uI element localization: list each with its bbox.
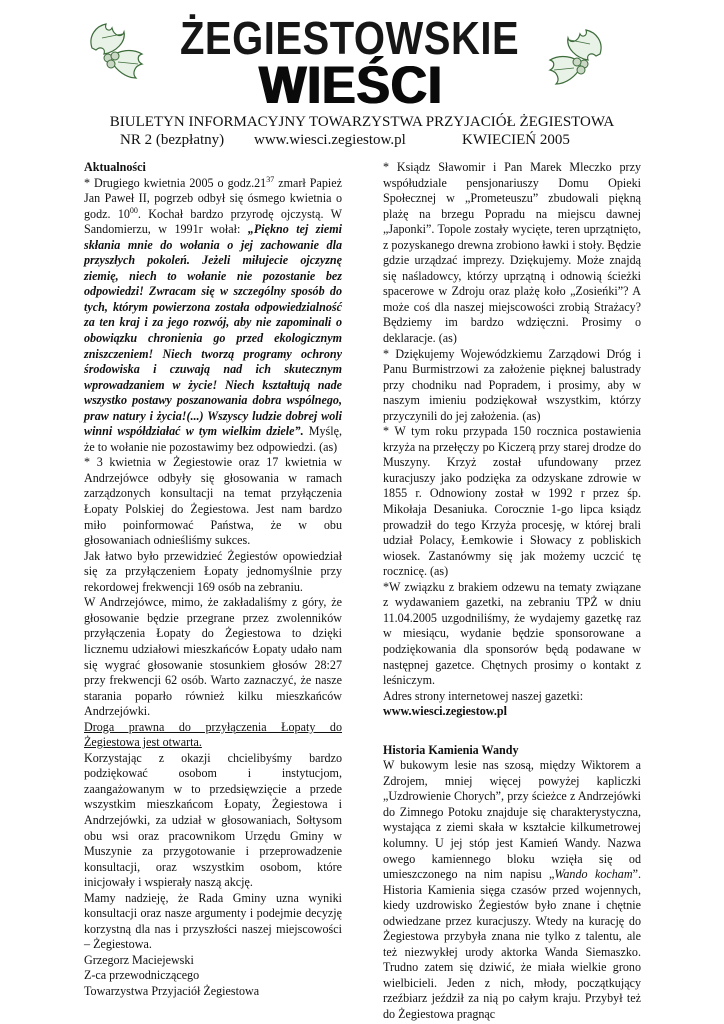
- article-wanda-stone: [383, 758, 641, 1022]
- article-cross: * W tym roku przypada 150 rocznica postawienia krzyża na przełęczy po Kiczerą przy starej drodze do Muszyny. Krzyż został ufundowany przez kuracjuszy jako podzięka za odzyskane zdrowie w 1855 r. Odnowiony został w 1992 r przez śp. Mikołaja Desaniuka. Corocznie 1-go lipca ksiądz prowadził do tego Krzyża procesję, w której brali udział Polacy, Łemkowie i Słowacy z pobliskich wiosek. Zastanówmy się jak możemy uczcić tę rocznicę. (as): [383, 424, 641, 579]
- issue-number: NR 2 (bezpłatny): [120, 132, 225, 148]
- inscription-text: Wando kocham: [554, 867, 633, 882]
- article-newsletter: *W związku z brakiem odzewu na tematy związane z wydawaniem gazetki, na zebraniu TPŻ w dniu 11.04.2005 uzgodniliśmy, że wydajemy gazetkę raz w miesiącu, wydanie będzie sponsorowane a podziękowania dla sponsorów będą podawane w następnej gazetce. Chętnych prosimy o kontakt z leśniczym.: [383, 579, 641, 688]
- section-heading-history: Historia Kamienia Wandy: [383, 742, 519, 757]
- spacer: [383, 720, 641, 743]
- article-hope: Mamy nadzieję, że Rada Gminy uzna wyniki konsultacji oraz nasze argumenty i podejmie decyzję korzystną dla nas i przyszłości naszej miejscowości – Żegiestowa.: [84, 890, 342, 952]
- issue-date: KWIECIEŃ 2005: [462, 132, 570, 148]
- legal-path-note: Droga prawna do przyłączenia Łopaty do Żegiestowa jest otwarta.: [84, 719, 342, 750]
- left-column: [84, 160, 342, 1000]
- signature-name: Grzegorz Maciejewski: [84, 952, 194, 967]
- article-pope-text-c: . Kochał bardzo przyrodę ojczystą. W Sandomierzu, w 1991r wołał:: [84, 206, 342, 237]
- article-pope-text-b: zmarł Papież Jan Paweł II, pogrzeb odbył się ósmego kwietnia o godz. 10: [84, 175, 342, 221]
- masthead-title-top: ŻEGIESTOWSKIE: [180, 13, 520, 65]
- masthead: [0, 0, 724, 115]
- section-heading-news: Aktualności: [84, 160, 146, 174]
- holly-icon: [540, 14, 610, 90]
- article-vote-andrzejowka: W Andrzejówce, mimo, że zakładaliśmy z góry, że głosowanie będzie przegrane przez zwolenników przyłączenia Łopaty do Żegiestowa to dzięki licznemu udziałowi mieszkańców Łopaty udało nam się wygrać głosowanie stosunkiem głosów 28:27 przy frekwencji 62 osób. Warto zaznaczyć, że nasze starania poparło również kilku mieszkańców Andrzejówki.: [84, 595, 342, 719]
- pope-quote: „Piękno tej ziemi skłania mnie do wołania o jej zachowanie dla przyszłych pokoleń. Jeżeli miłujecie ojczyznę ziemię, niech to wołanie nie pozostanie bez odpowiedzi! Zwracam się w szczególny sposób do tych, którym powierzona została odpowiedzialność za ten kraj i za jego rozwój, aby nie zapominali o obowiązku chronienia go przed ekologicznym zniszczeniem! Niech tworzą programy ochrony środowiska i czuwają nad ich skutecznym wprowadzaniem w życie! Niech kształtują nade wszystko postawy poszanowania dobra wspólnego, praw natury i życia!(...) Wszyscy ludzie dobrej woli winni współdziałać w tym wielkim dziele”.: [84, 222, 342, 439]
- website-link[interactable]: www.wiesci.zegiestow.pl: [254, 132, 406, 148]
- article-wanda-text-a: W bukowym lesie nas szosą, między Wiktorem a Zdrojem, mniej więcej powyżej kapliczki „Uzdrowienie Chorych”, przy ścieżce z Andrzejówki do Zimnego Potoku znajduje się charakterystyczna, wystająca z ziemi skała w kształcie kilkumetrowej kolumny. U jej stóp jest Kamień Wandy. Nazwa owego kamiennego bloku wzięła się od umieszczonego na nim napisu „: [383, 758, 641, 882]
- right-column: [383, 160, 641, 1023]
- article-balustrade: * Dziękujemy Wojewódzkiemu Zarządowi Dróg i Panu Burmistrzowi za założenie pięknej balustrady przy chodniku nad Popradem, i prosimy, aby w naszym imieniu podziękował wszystkim, którzy przyczynili do jej założenia. (as): [383, 346, 641, 423]
- article-beach: * Ksiądz Sławomir i Pan Marek Mleczko przy współudziale pensjonariuszy Domu Opieki Społecznej w „Prometeuszu” zbudowali piękną plażę na brzegu Popradu na miejscu dawnej „Japonki”. Topole zostały wycięte, teren uprzątnięto, z pozyskanego drewna zrobiono ławki i stoły. Będzie gdzie urządzać imprezy. Dziękujemy. Może znajdą się naśladowcy, którzy uprzątną i odnowią ścieżki spacerowe w Zdroju oraz plażę koło „Zosieńki”? A może coś dla naszej miejscowości zrobią Strażacy? Będziemy im bardzo wdzięczni. Prosimy o deklaracje. (as): [383, 160, 641, 346]
- bulletin-subtitle: BIULETYN INFORMACYJNY TOWARZYSTWA PRZYJACIÓŁ ŻEGIESTOWA: [109, 114, 615, 130]
- signature-role: Z-ca przewodniczącego: [84, 968, 200, 983]
- time-superscript: 00: [129, 205, 138, 215]
- article-pope-text-end: Myślę, że to wołanie nie pozostawimy bez odpowiedzi. (as): [84, 424, 342, 454]
- time-superscript: 37: [266, 174, 275, 184]
- masthead-title-bottom: [226, 55, 476, 115]
- article-pope: [84, 176, 342, 456]
- holly-icon: [82, 8, 152, 84]
- website-address[interactable]: www.wiesci.zegiestow.pl: [383, 704, 507, 719]
- article-vote: * 3 kwietnia w Żegiestowie oraz 17 kwietnia w Andrzejówce odbyły się głosowania w ramach zarządzonych konsultacji na temat przyłączenia Łopaty Polskiej do Żegiestowa. Jest nam bardzo miło poinformować Państwa, że w obu głosowaniach odnieśliśmy sukces.: [84, 455, 342, 548]
- website-address-label: Adres strony internetowej naszej gazetki:: [383, 688, 584, 703]
- article-vote-zegiestow: Jak łatwo było przewidzieć Żegiestów opowiedział się za przyłączeniem Łopaty jednomyślnie przy rekordowej frekwencji 169 osób na zebraniu.: [84, 548, 342, 594]
- article-wanda-text-b: ”. Historia Kamienia sięga czasów przed wojennych, kiedy uzdrowisko Żegiestów było znane i chętnie odwiedzane przez kuracjuszy. Wtedy na kurację do Żegiestowa przybyła znana nie tylko z talentu, ale też niezwykłej urody aktorka Wanda Siemaszko. Trudno zatem się dziwić, że miała wielkie grono wielbicieli. Jeden z nich, młody, początkujący rzeźbiarz jeździł za nią po całym kraju. Przybył też do Żegiestowa pragnąc: [383, 867, 641, 1021]
- signature-org: Towarzystwa Przyjaciół Żegiestowa: [84, 983, 260, 998]
- article-thanks: Korzystając z okazji chcielibyśmy bardzo podziękować osobom i instytucjom, zaangażowanym w to przedsięwzięcie a przede wszystkim mieszkańcom Łopaty, Żegiestowa i Andrzejówki, za udział w głosowaniach, Sołtysom obu wsi oraz pracownikom Urzędu Gminy w Muszynie za przygotowanie i przeprowadzenie konsultacji, oraz wszystkim osobom, które inicjowały i wspierały naszą akcję.: [84, 750, 342, 890]
- article-pope-text-a: * Drugiego kwietnia 2005 o godz.21: [84, 175, 267, 190]
- masthead-title-bottom-text: WIEŚCI: [259, 55, 443, 115]
